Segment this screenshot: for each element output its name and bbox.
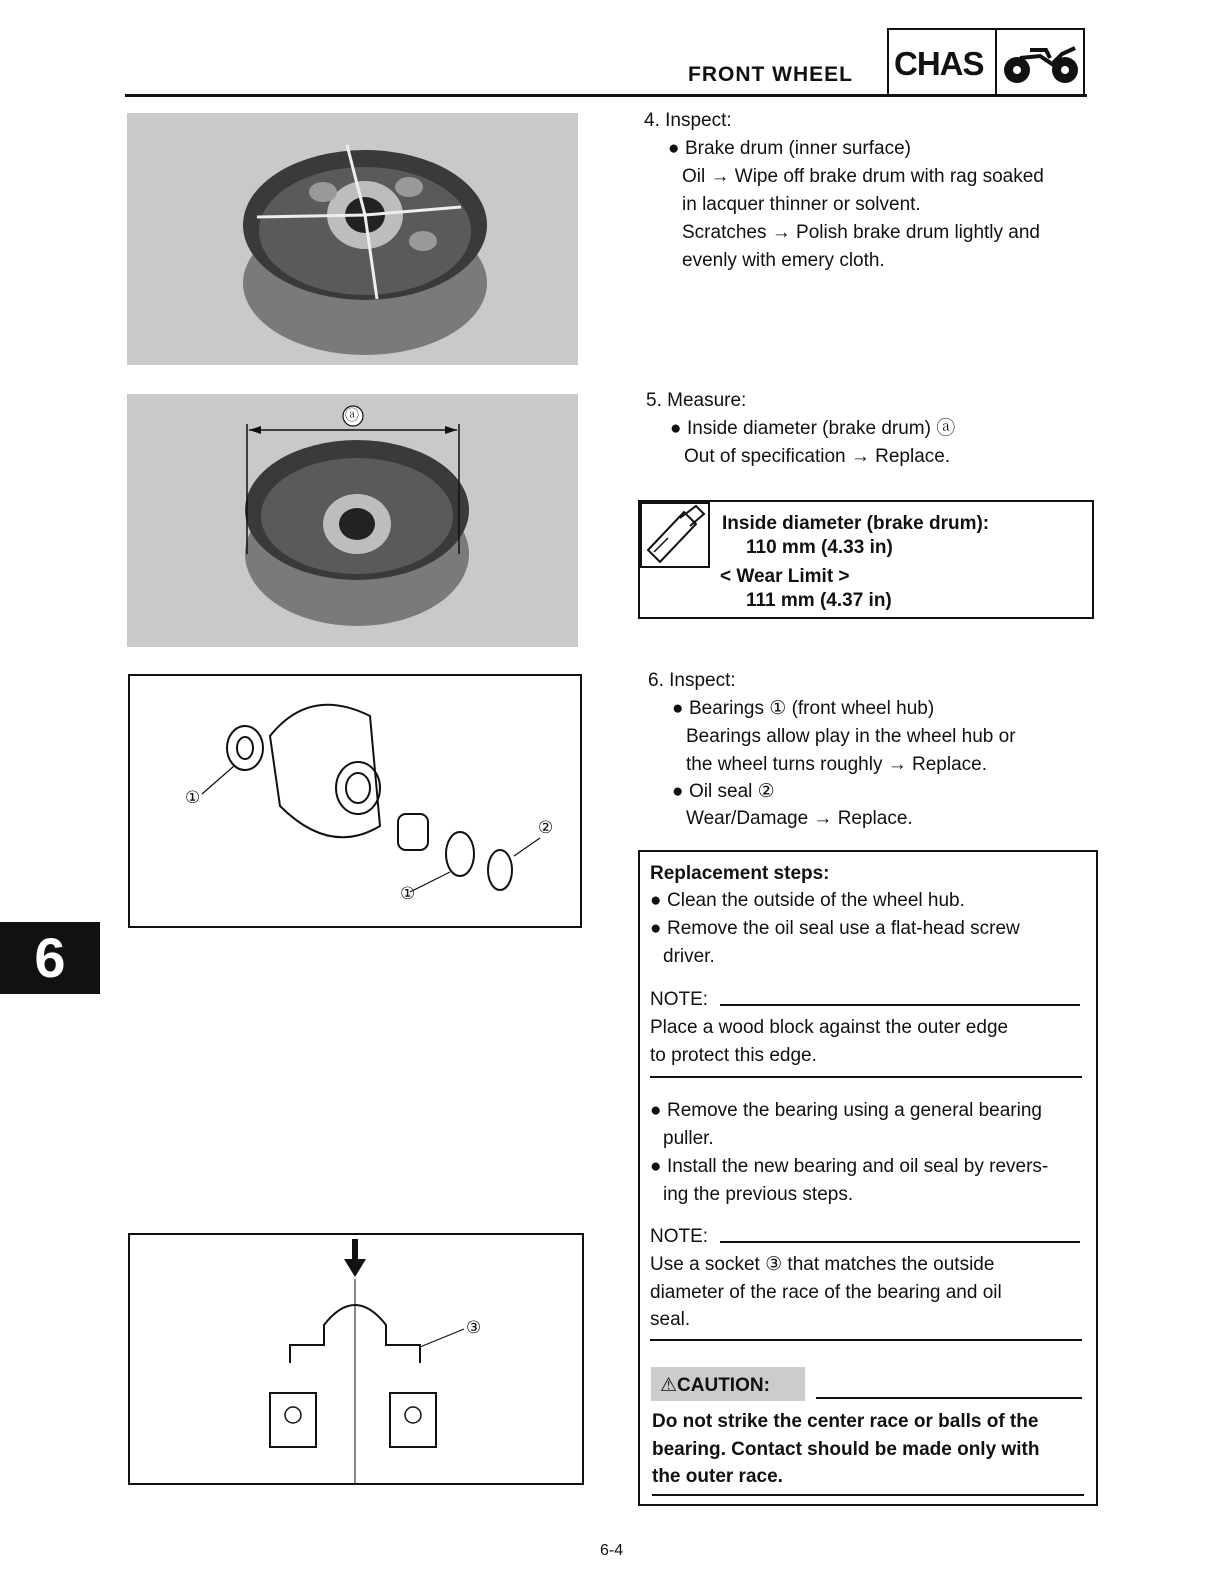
step4-line2: in lacquer thinner or solvent.: [682, 194, 921, 215]
wear-limit-value: 111 mm (4.37 in): [746, 590, 892, 611]
replacement-bullet-4: ● Install the new bearing and oil seal by revers-: [650, 1156, 1049, 1177]
wear-limit-label: < Wear Limit >: [720, 566, 850, 587]
step5-item: ● Inside diameter (brake drum) ⓐ: [670, 418, 956, 439]
page-number: 6-4: [600, 1542, 624, 1559]
step6-line1: Bearings allow play in the wheel hub or: [686, 726, 1016, 747]
step4-line3: Scratches → Polish brake drum lightly and: [682, 222, 1040, 243]
step4-item: ● Brake drum (inner surface): [668, 138, 911, 159]
replacement-bullet-4-cont: ing the previous steps.: [663, 1184, 854, 1205]
caution-rule: [816, 1397, 1082, 1399]
step6-line3: Wear/Damage → Replace.: [686, 808, 913, 829]
note1-label: NOTE:: [650, 989, 709, 1010]
note2-line2: diameter of the race of the bearing and oil: [650, 1282, 1002, 1303]
replacement-bullet-3-cont: puller.: [663, 1128, 714, 1149]
brake-drum-measure-photo: [127, 394, 578, 647]
note2-label: NOTE:: [650, 1226, 709, 1247]
step6-item2: ● Oil seal ②: [672, 781, 775, 802]
chas-divider: [995, 28, 997, 96]
brake-drum-photo: [127, 113, 578, 365]
step6-heading: 6. Inspect:: [648, 670, 736, 691]
motorcycle-icon: [1000, 36, 1082, 92]
step6-item1: ● Bearings ① (front wheel hub): [672, 698, 935, 719]
section-title: FRONT WHEEL: [688, 63, 853, 86]
step4-line1: Oil → Wipe off brake drum with rag soaked: [682, 166, 1044, 187]
note1-line1: Place a wood block against the outer edge: [650, 1017, 1009, 1038]
caliper-icon: [640, 502, 712, 570]
step4-line4: evenly with emery cloth.: [682, 250, 885, 271]
note1-end-rule: [650, 1076, 1082, 1078]
replacement-bullet-1: ● Clean the outside of the wheel hub.: [650, 890, 965, 911]
step4-heading: 4. Inspect:: [644, 110, 732, 131]
note2-line1: Use a socket ③ that matches the outside: [650, 1254, 995, 1275]
replacement-bullet-2: ● Remove the oil seal use a flat-head screw: [650, 918, 1020, 939]
note1-line2: to protect this edge.: [650, 1045, 817, 1066]
step5-line: Out of specification → Replace.: [684, 446, 951, 467]
chas-tag: CHAS: [894, 45, 984, 82]
step6-line2: the wheel turns roughly → Replace.: [686, 754, 987, 775]
spec-title: Inside diameter (brake drum):: [722, 513, 990, 534]
caution-line3: the outer race.: [652, 1466, 783, 1487]
caution-line2: bearing. Contact should be made only with: [652, 1439, 1040, 1460]
spec-box: [638, 500, 1094, 619]
note1-rule: [720, 1004, 1080, 1006]
caution-line1: Do not strike the center race or balls of the: [652, 1411, 1039, 1432]
caution-end-rule: [652, 1494, 1084, 1496]
socket-label-3: ③: [466, 1318, 482, 1337]
oil-seal-label-2: ②: [538, 818, 554, 837]
replacement-bullet-2-cont: driver.: [663, 946, 715, 967]
replacement-title: Replacement steps:: [650, 863, 830, 884]
note2-rule: [720, 1241, 1080, 1243]
chapter-tab: 6: [0, 922, 100, 994]
socket-figure: [128, 1233, 584, 1485]
bearing-label-1: ①: [185, 788, 201, 807]
note2-line3: seal.: [650, 1309, 691, 1330]
replacement-bullet-3: ● Remove the bearing using a general bearing: [650, 1100, 1042, 1121]
spec-value: 110 mm (4.33 in): [746, 537, 893, 558]
caution-label: ⚠CAUTION:: [660, 1375, 770, 1396]
hub-exploded-figure: [128, 674, 582, 928]
note2-end-rule: [650, 1339, 1082, 1341]
bearing-label-1b: ①: [400, 884, 416, 903]
step5-heading: 5. Measure:: [646, 390, 747, 411]
diameter-label: ⓐ: [345, 407, 359, 423]
